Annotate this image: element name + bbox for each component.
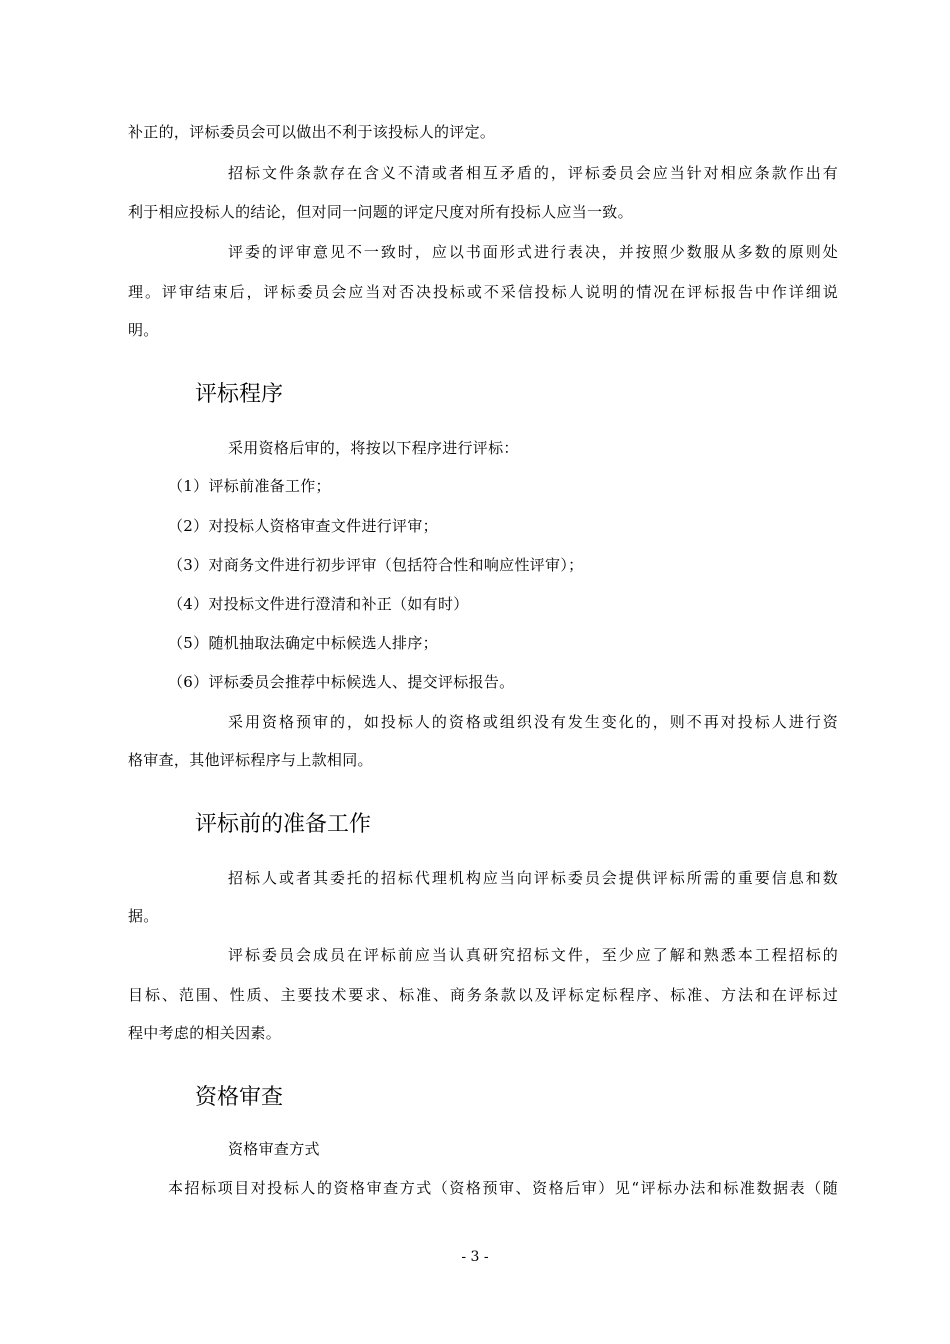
text-line: 招标人或者其委托的招标代理机构应当向评标委员会提供评标所需的重要信息和数	[228, 869, 838, 887]
text-line: 评标委员会成员在评标前应当认真研究招标文件，至少应了解和熟悉本工程招标的	[228, 946, 838, 964]
text-line: 理。评审结束后，评标委员会应当对否决投标或不采信投标人说明的情况在评标报告中作详细说	[128, 283, 838, 301]
text-line: 程中考虑的相关因素。	[128, 1024, 282, 1042]
section-heading-qualification: 资格审查	[195, 1085, 284, 1110]
text-line: 目标、范围、性质、主要技术要求、标准、商务条款以及评标定标程序、标准、方法和在评标过	[128, 986, 838, 1004]
list-item: （3）对商务文件进行初步评审（包括符合性和响应性评审）；	[168, 556, 584, 574]
text-line: 采用资格预审的，如投标人的资格或组织没有发生变化的，则不再对投标人进行资	[228, 713, 838, 731]
section-heading-procedure: 评标程序	[195, 382, 284, 407]
text-line: 采用资格后审的，将按以下程序进行评标：	[228, 439, 519, 457]
list-item: （1）评标前准备工作；	[168, 477, 331, 495]
text-line: 据。	[128, 907, 159, 925]
page-number: - 3 -	[461, 1249, 489, 1265]
text-line: 明。	[128, 321, 159, 339]
list-item: （2）对投标人资格审查文件进行评审；	[168, 517, 438, 535]
text-line: 格审查，其他评标程序与上款相同。	[128, 751, 373, 769]
list-item: （4）对投标文件进行澄清和补正（如有时）	[168, 595, 469, 613]
subheading: 资格审查方式	[228, 1140, 320, 1158]
text-line: 本招标项目对投标人的资格审查方式（资格预审、资格后审）见“评标办法和标准数据表（随	[168, 1179, 838, 1197]
text-line: 利于相应投标人的结论，但对同一问题的评定尺度对所有投标人应当一致。	[128, 203, 633, 221]
text-line: 评委的评审意见不一致时，应以书面形式进行表决，并按照少数服从多数的原则处	[228, 243, 838, 261]
list-item: （5）随机抽取法确定中标候选人排序；	[168, 634, 438, 652]
text-line: 招标文件条款存在含义不清或者相互矛盾的，评标委员会应当针对相应条款作出有	[228, 164, 838, 182]
text-line: 补正的，评标委员会可以做出不利于该投标人的评定。	[128, 123, 496, 141]
section-heading-preparation: 评标前的准备工作	[195, 812, 372, 837]
list-item: （6）评标委员会推荐中标候选人、提交评标报告。	[168, 673, 515, 691]
